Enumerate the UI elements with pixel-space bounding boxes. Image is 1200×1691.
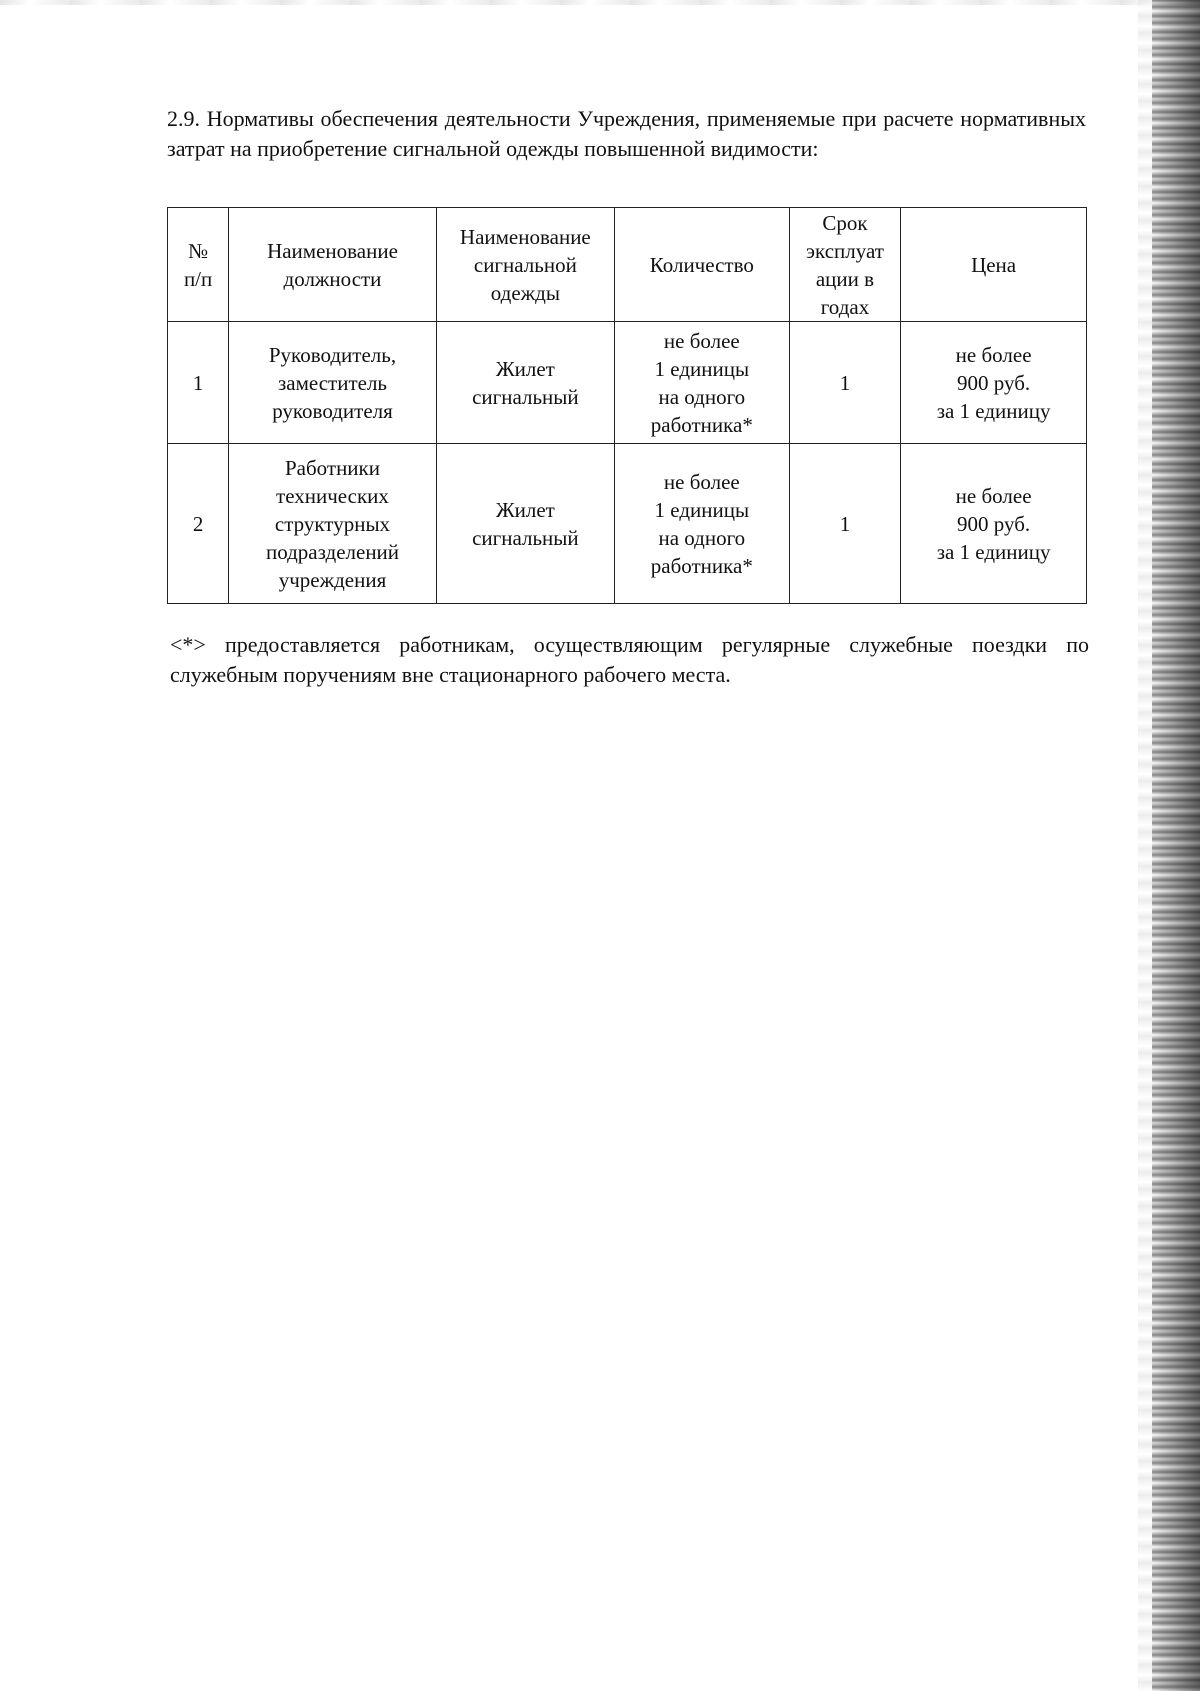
table-row	[168, 322, 1087, 444]
row-price: не более 900 руб. за 1 единицу	[901, 444, 1087, 604]
row-clothing: Жилет сигнальный	[436, 444, 614, 604]
row-number: 1	[168, 322, 229, 444]
row-term: 1	[789, 444, 900, 604]
row-quantity: не более 1 единицы на одного работника*	[614, 444, 789, 604]
row-position: Руководитель, заместитель руководителя	[229, 322, 437, 444]
table-header-row	[168, 208, 1087, 322]
intro-paragraph: 2.9. Нормативы обеспечения деятельности Учреждения, применяемые при расчете нормативных затрат на приобретение сигнальной одежды повышенной видимости:	[167, 106, 1086, 161]
header-term: Срок эксплуат ации в годах	[789, 208, 900, 322]
table-row	[168, 444, 1087, 604]
row-quantity: не более 1 единицы на одного работника*	[614, 322, 789, 444]
header-price: Цена	[901, 208, 1087, 322]
scan-shadow	[1138, 0, 1152, 1691]
norms-table	[167, 207, 1087, 604]
header-clothing: Наименование сигнальной одежды	[436, 208, 614, 322]
scan-border-right	[1152, 0, 1200, 1691]
header-number: № п/п	[168, 208, 229, 322]
footnote: <*> предоставляется работникам, осуществляющим регулярные служебные поездки по служебным поручениям вне стационарного рабочего места.	[170, 632, 1089, 687]
row-clothing: Жилет сигнальный	[436, 322, 614, 444]
header-position: Наименование должности	[229, 208, 437, 322]
row-term: 1	[789, 322, 900, 444]
row-number: 2	[168, 444, 229, 604]
scan-border-top	[0, 0, 1200, 5]
row-position: Работники технических структурных подразделений учреждения	[229, 444, 437, 604]
row-price: не более 900 руб. за 1 единицу	[901, 322, 1087, 444]
header-quantity: Количество	[614, 208, 789, 322]
